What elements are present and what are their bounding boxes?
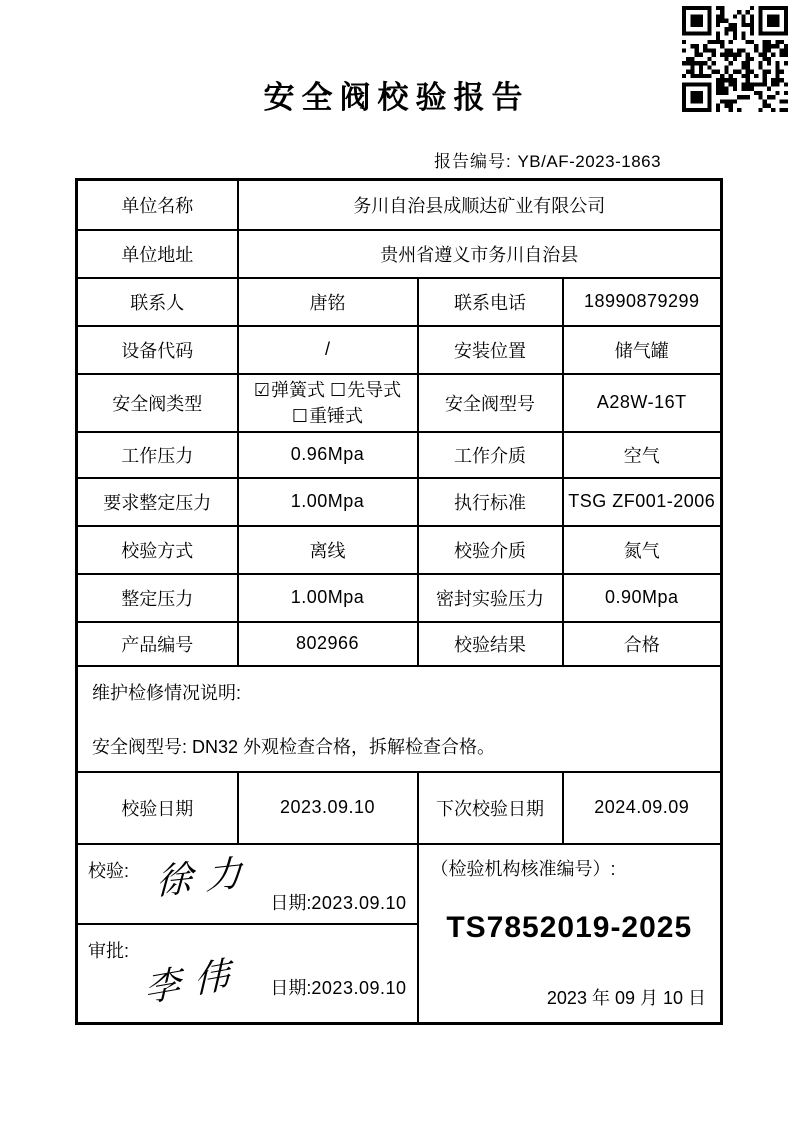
working-pressure-label: 工作压力 bbox=[77, 432, 238, 478]
valve-type-option-pilot bbox=[330, 380, 401, 400]
table-row bbox=[77, 180, 722, 230]
report-number-line bbox=[434, 147, 661, 172]
agency-date: 2023 年 09 月 10 日 bbox=[546, 988, 706, 1008]
table-row bbox=[77, 230, 722, 278]
option-label: 弹簧式 bbox=[270, 379, 325, 400]
unit-name-label: 单位名称 bbox=[77, 180, 238, 230]
set-pressure-label: 整定压力 bbox=[77, 574, 238, 622]
maintenance-note-title: 维护检修情况说明: bbox=[92, 682, 242, 703]
unchecked-checkbox-icon: ☐ bbox=[291, 405, 309, 426]
maintenance-note-cell bbox=[77, 666, 722, 772]
table-row bbox=[77, 526, 722, 574]
unit-address-label: 单位地址 bbox=[77, 230, 238, 278]
verifier-cell bbox=[77, 844, 418, 924]
seal-test-pressure-label: 密封实验压力 bbox=[418, 574, 563, 622]
required-set-pressure-label: 要求整定压力 bbox=[77, 478, 238, 526]
approver-signature: 李伟 bbox=[144, 950, 244, 1010]
device-code-label: 设备代码 bbox=[77, 326, 238, 374]
calibration-medium-value: 氮气 bbox=[563, 526, 722, 574]
contact-value: 唐铭 bbox=[238, 278, 418, 326]
seal-test-pressure-value: 0.90Mpa bbox=[563, 574, 722, 622]
calibration-result-value: 合格 bbox=[563, 622, 722, 666]
standard-label: 执行标准 bbox=[418, 478, 563, 526]
agency-approval-number: TS7852019-2025 bbox=[446, 910, 693, 944]
approver-date-value: 2023.09.10 bbox=[311, 978, 407, 998]
table-row bbox=[77, 278, 722, 326]
valve-type-value bbox=[238, 374, 418, 432]
working-pressure-value: 0.96Mpa bbox=[238, 432, 418, 478]
table-row bbox=[77, 574, 722, 622]
agency-label: （检验机构核准编号）: bbox=[430, 858, 616, 879]
valve-type-option-spring bbox=[254, 380, 325, 400]
checked-checkbox-icon: ☑ bbox=[253, 379, 270, 400]
required-set-pressure-value: 1.00Mpa bbox=[238, 478, 418, 526]
verifier-date bbox=[270, 889, 406, 915]
verifier-date-label: 日期: bbox=[270, 892, 312, 913]
valve-model-value: A28W-16T bbox=[563, 374, 722, 432]
unit-name-value: 务川自治县成顺达矿业有限公司 bbox=[238, 180, 722, 230]
table-row bbox=[77, 478, 722, 526]
phone-value: 18990879299 bbox=[563, 278, 722, 326]
valve-type-label: 安全阀类型 bbox=[77, 374, 238, 432]
valve-model-label: 安全阀型号 bbox=[418, 374, 563, 432]
working-medium-value: 空气 bbox=[563, 432, 722, 478]
phone-label: 联系电话 bbox=[418, 278, 563, 326]
table-row bbox=[77, 326, 722, 374]
device-code-value: / bbox=[238, 326, 418, 374]
page-title: 安全阀校验报告 bbox=[263, 80, 530, 115]
table-row bbox=[77, 432, 722, 478]
contact-label: 联系人 bbox=[77, 278, 238, 326]
verifier-date-value: 2023.09.10 bbox=[311, 892, 407, 913]
calibration-date-value: 2023.09.10 bbox=[238, 772, 418, 844]
table-row bbox=[77, 374, 722, 432]
next-calibration-date-label: 下次校验日期 bbox=[418, 772, 563, 844]
qr-code bbox=[682, 6, 788, 112]
valve-type-option-weight bbox=[292, 406, 363, 426]
calibration-method-value: 离线 bbox=[238, 526, 418, 574]
calibration-medium-label: 校验介质 bbox=[418, 526, 563, 574]
table-row bbox=[77, 772, 722, 844]
product-number-label: 产品编号 bbox=[77, 622, 238, 666]
approver-label: 审批: bbox=[88, 940, 130, 961]
approver-cell bbox=[77, 924, 418, 1024]
maintenance-note-detail: 安全阀型号: DN32 外观检查合格，拆解检查合格。 bbox=[92, 736, 496, 757]
product-number-value: 802966 bbox=[238, 622, 418, 666]
option-label: 先导式 bbox=[347, 379, 402, 400]
report-number-value: YB/AF-2023-1863 bbox=[517, 152, 662, 171]
unchecked-checkbox-icon: ☐ bbox=[330, 379, 347, 400]
approver-date bbox=[270, 974, 406, 1000]
set-pressure-value: 1.00Mpa bbox=[238, 574, 418, 622]
table-row bbox=[77, 666, 722, 772]
working-medium-label: 工作介质 bbox=[418, 432, 563, 478]
report-number-label: 报告编号: bbox=[434, 152, 512, 171]
verifier-label: 校验: bbox=[88, 860, 130, 881]
calibration-result-label: 校验结果 bbox=[418, 622, 563, 666]
install-location-label: 安装位置 bbox=[418, 326, 563, 374]
next-calibration-date-value: 2024.09.09 bbox=[563, 772, 722, 844]
option-label: 重锤式 bbox=[309, 405, 364, 426]
install-location-value: 储气罐 bbox=[563, 326, 722, 374]
verifier-signature: 徐力 bbox=[155, 850, 257, 902]
table-row bbox=[77, 844, 722, 924]
approver-date-label: 日期: bbox=[270, 978, 312, 998]
calibration-method-label: 校验方式 bbox=[77, 526, 238, 574]
report-table bbox=[75, 178, 723, 1025]
table-row bbox=[77, 622, 722, 666]
agency-cell bbox=[418, 844, 722, 1024]
calibration-date-label: 校验日期 bbox=[77, 772, 238, 844]
standard-value: TSG ZF001-2006 bbox=[563, 478, 722, 526]
unit-address-value: 贵州省遵义市务川自治县 bbox=[238, 230, 722, 278]
